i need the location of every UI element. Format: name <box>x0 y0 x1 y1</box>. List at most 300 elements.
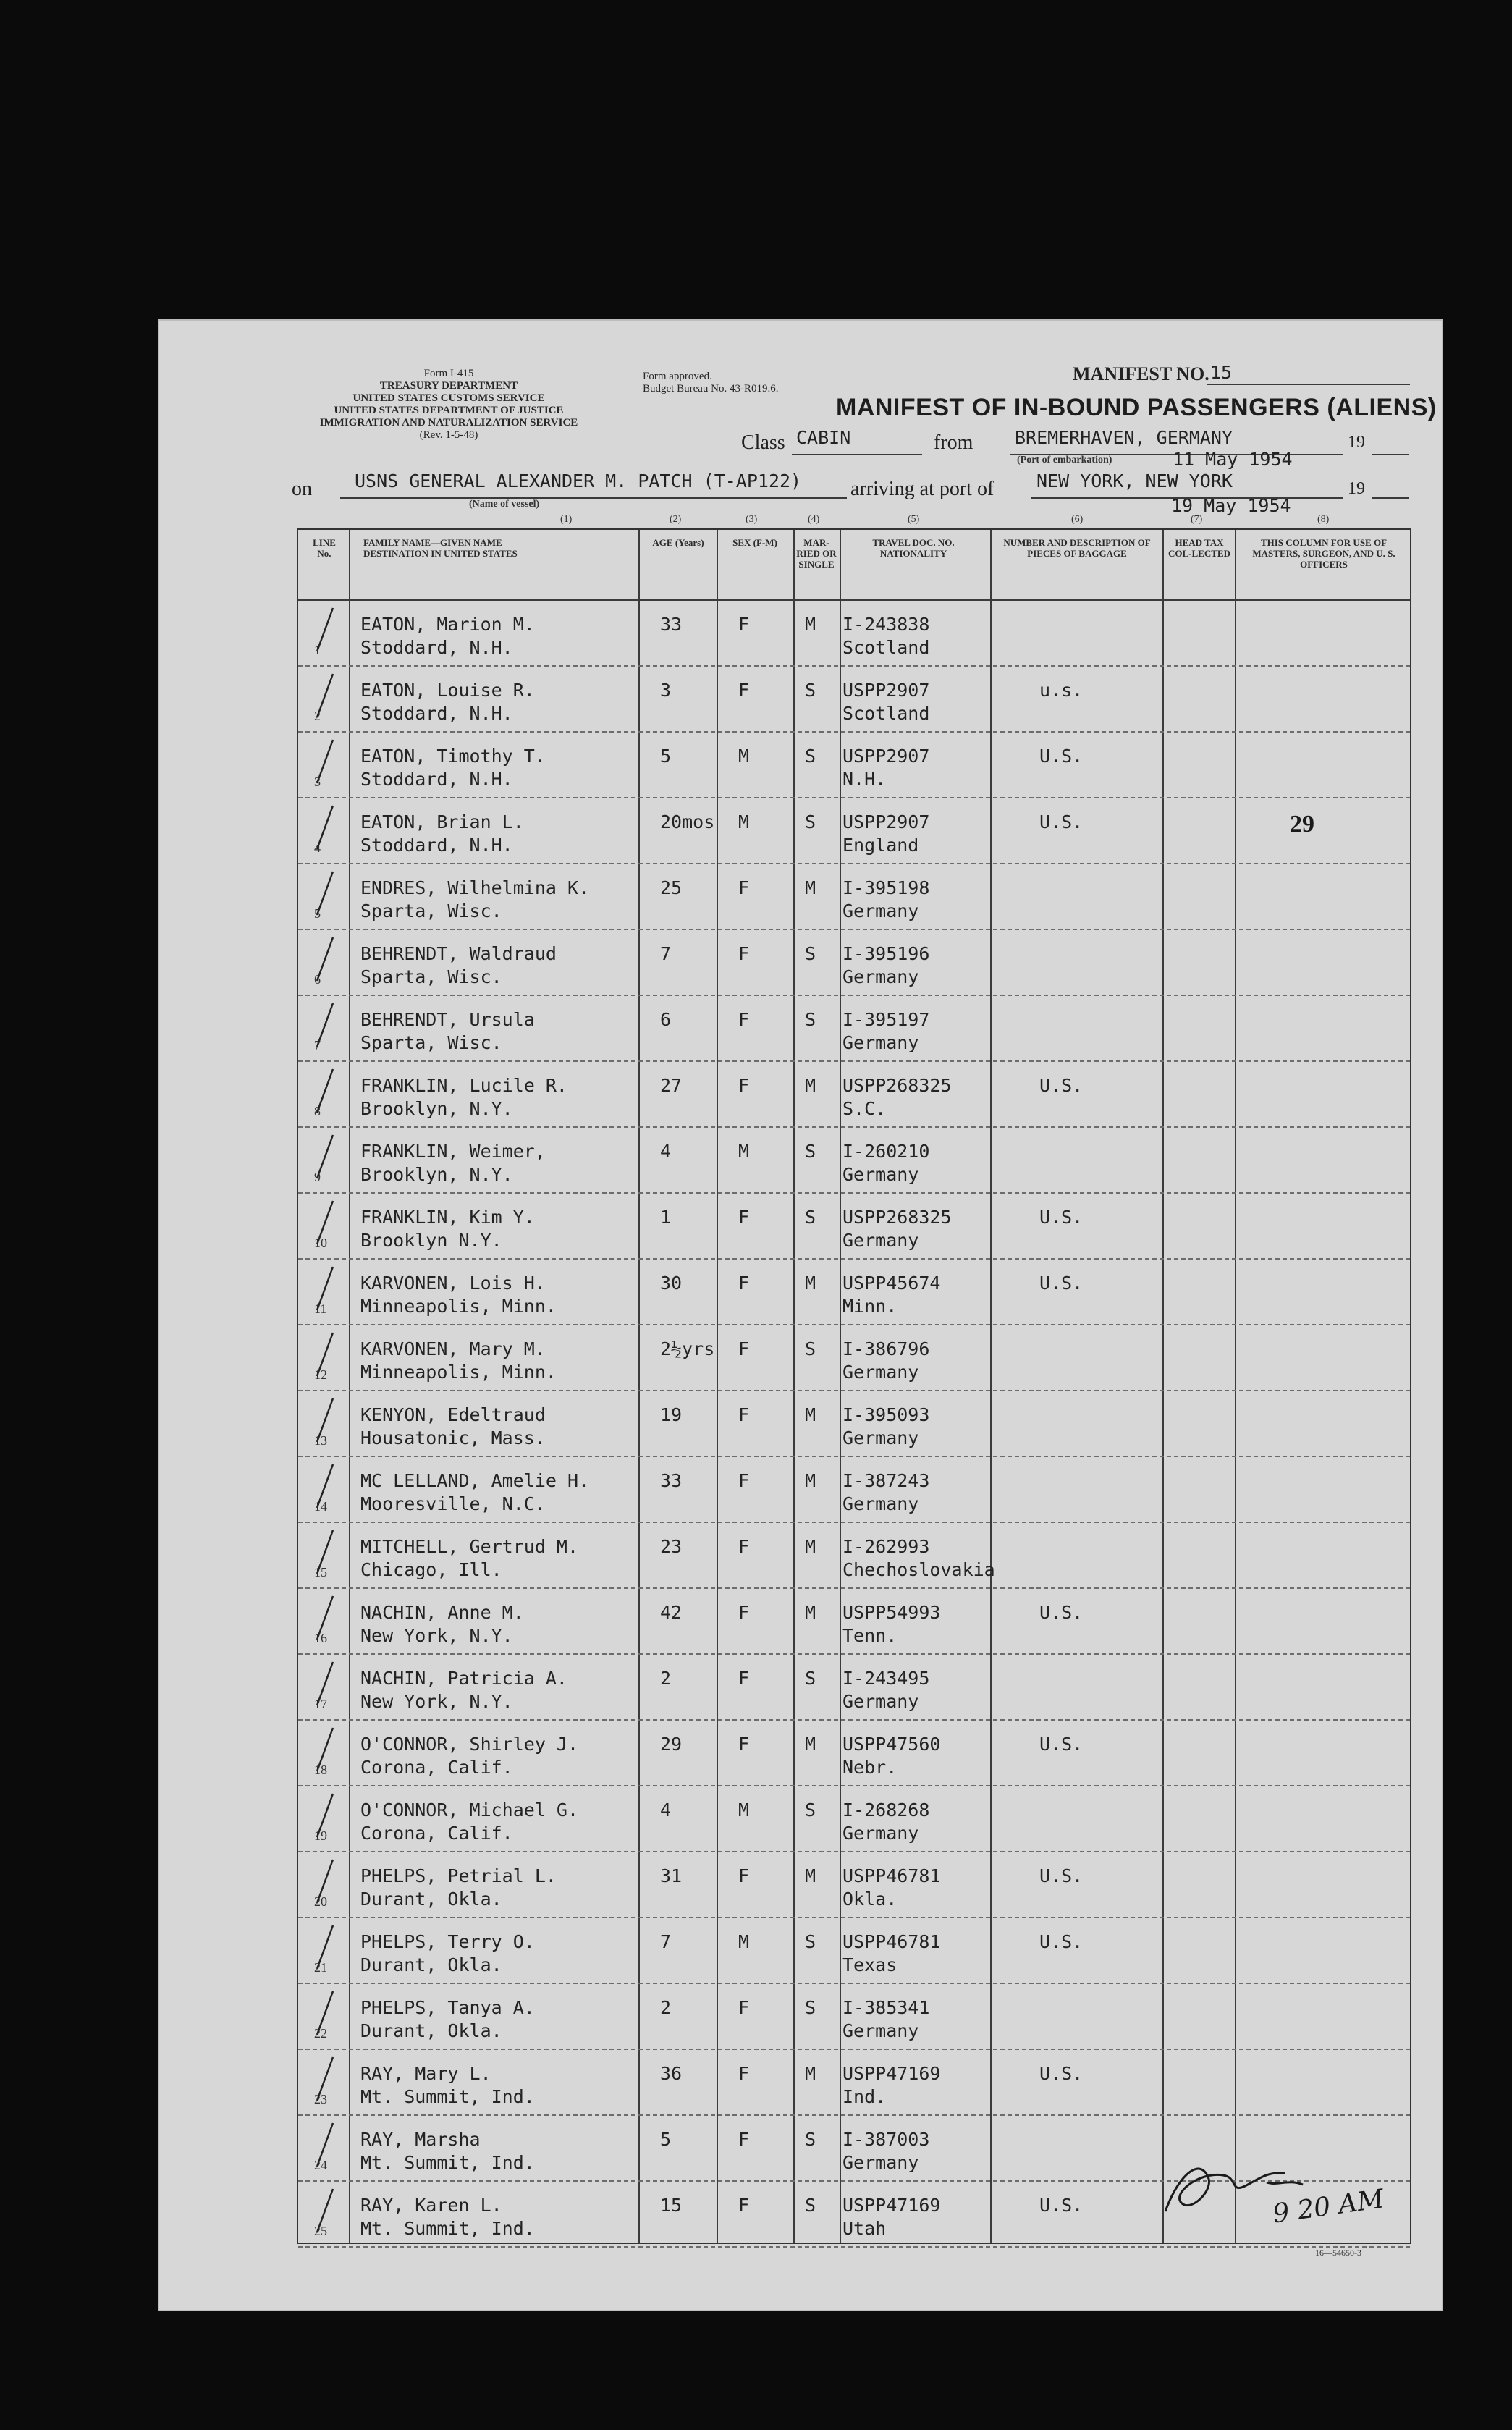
check-mark-icon <box>304 1194 369 1260</box>
vessel-caption: (Name of vessel) <box>469 499 540 510</box>
on-label: on <box>292 478 312 500</box>
sex: F <box>738 1009 750 1030</box>
sex: F <box>738 1338 750 1359</box>
sex: F <box>738 614 750 635</box>
line-number: 12 <box>314 1367 327 1382</box>
line-number: 8 <box>314 1104 321 1118</box>
destination: Stoddard, N.H. <box>360 703 513 724</box>
col-number: (4) <box>808 514 820 525</box>
col-header-name: FAMILY NAME—GIVEN NAME DESTINATION IN UNITED STATES <box>363 537 518 559</box>
nationality: Germany <box>842 900 919 921</box>
table-row <box>298 930 1410 996</box>
line-number: 24 <box>314 2158 327 2172</box>
marital-status: S <box>805 680 816 701</box>
marital-status: M <box>805 614 816 635</box>
destination: Durant, Okla. <box>360 1954 502 1975</box>
age: 3 <box>660 680 672 701</box>
marital-status: S <box>805 811 816 832</box>
check-mark-icon <box>304 1852 369 1918</box>
age: 6 <box>660 1009 672 1030</box>
age: 33 <box>660 614 683 635</box>
table-row <box>298 864 1410 930</box>
col-header-sex: SEX (F-M) <box>732 537 777 548</box>
nationality: Utah <box>842 2218 887 2239</box>
sex: F <box>738 1207 750 1228</box>
marital-status: S <box>805 1931 816 1952</box>
age: 23 <box>660 1536 683 1557</box>
age: 4 <box>660 1800 672 1821</box>
passenger-name: ENDRES, Wilhelmina K. <box>360 877 590 898</box>
age: 30 <box>660 1273 683 1294</box>
baggage: u.s. <box>1039 680 1084 701</box>
table-row <box>298 1391 1410 1457</box>
marital-status: S <box>805 1668 816 1689</box>
sex: F <box>738 1997 750 2018</box>
destination: Brooklyn N.Y. <box>360 1230 502 1251</box>
age: 7 <box>660 943 672 964</box>
destination: Mt. Summit, Ind. <box>360 2218 535 2239</box>
marital-status: S <box>805 1207 816 1228</box>
destination: Corona, Calif. <box>360 1757 513 1778</box>
table-row <box>298 1260 1410 1325</box>
age: 29 <box>660 1734 683 1755</box>
from-label: from <box>934 431 973 454</box>
check-mark-icon <box>304 1984 369 2050</box>
table-row <box>298 2050 1410 2116</box>
line-number: 13 <box>314 1433 327 1448</box>
sex: F <box>738 1536 750 1557</box>
sex: F <box>738 1404 750 1425</box>
col-header-married: MAR-RIED OR SINGLE <box>796 537 837 570</box>
check-mark-icon <box>304 2116 369 2182</box>
marital-status: S <box>805 746 816 767</box>
line-number: 2 <box>314 709 321 723</box>
age: 42 <box>660 1602 683 1623</box>
passenger-name: FRANKLIN, Lucile R. <box>360 1075 567 1096</box>
line-number: 22 <box>314 2026 327 2041</box>
travel-doc-no: I-243838 <box>842 614 930 635</box>
sex: F <box>738 943 750 964</box>
travel-doc-no: I-387243 <box>842 1470 930 1491</box>
nationality: N.H. <box>842 769 887 790</box>
sex: F <box>738 2129 750 2150</box>
passenger-name: EATON, Louise R. <box>360 680 535 701</box>
form-revision: (Rev. 1-5-48) <box>419 429 478 441</box>
col-number: (6) <box>1071 514 1084 525</box>
row-separator <box>298 2246 1410 2248</box>
destination: Minneapolis, Minn. <box>360 1296 557 1317</box>
form-service: UNITED STATES CUSTOMS SERVICE <box>352 392 545 404</box>
travel-doc-no: USPP46781 <box>842 1931 941 1952</box>
vessel-name: USNS GENERAL ALEXANDER M. PATCH (T-AP122) <box>355 471 802 492</box>
check-mark-icon <box>304 733 369 798</box>
check-mark-icon <box>304 1457 369 1523</box>
marital-status: S <box>805 1800 816 1821</box>
baggage: U.S. <box>1039 746 1084 767</box>
destination: Housatonic, Mass. <box>360 1427 546 1448</box>
nationality: Chechoslovakia <box>842 1559 995 1580</box>
check-mark-icon <box>304 798 369 864</box>
nationality: Germany <box>842 2020 919 2041</box>
table-row <box>298 1589 1410 1655</box>
sex: F <box>738 1734 750 1755</box>
class-line <box>792 454 922 455</box>
col-number: (8) <box>1317 514 1330 525</box>
baggage: U.S. <box>1039 1931 1084 1952</box>
age: 2½yrs <box>660 1338 715 1359</box>
budget-bureau-no: Budget Bureau No. 43-R019.6. <box>643 383 779 395</box>
line-number: 25 <box>314 2224 327 2238</box>
marital-status: M <box>805 1470 816 1491</box>
approval-note: Form approved. <box>643 371 712 382</box>
passenger-name: PHELPS, Terry O. <box>360 1931 535 1952</box>
arriving-label: arriving at port of <box>850 478 994 500</box>
officer-count-stamp: 29 <box>1290 811 1314 838</box>
marital-status: S <box>805 2129 816 2150</box>
table-row <box>298 733 1410 798</box>
passenger-name: RAY, Mary L. <box>360 2063 491 2084</box>
sex: F <box>738 1865 750 1886</box>
manifest-no-value: 15 <box>1210 362 1233 383</box>
nationality: Germany <box>842 2152 919 2173</box>
sex: M <box>738 1931 750 1952</box>
sex: F <box>738 1470 750 1491</box>
travel-doc-no: USPP2907 <box>842 746 930 767</box>
passenger-name: KARVONEN, Mary M. <box>360 1338 546 1359</box>
class-value: CABIN <box>796 427 851 448</box>
age: 15 <box>660 2195 683 2216</box>
travel-doc-no: I-386796 <box>842 1338 930 1359</box>
sex: F <box>738 1668 750 1689</box>
baggage: U.S. <box>1039 1865 1084 1886</box>
passenger-name: O'CONNOR, Michael G. <box>360 1800 579 1821</box>
year-line-a <box>1372 454 1409 455</box>
age: 20mos <box>660 811 715 832</box>
table-row <box>298 667 1410 733</box>
sex: M <box>738 1800 750 1821</box>
table-row <box>298 1786 1410 1852</box>
nationality: Germany <box>842 1691 919 1712</box>
year-line-b <box>1372 497 1409 499</box>
check-mark-icon <box>304 601 369 667</box>
check-mark-icon <box>304 1260 369 1325</box>
destination: Durant, Okla. <box>360 2020 502 2041</box>
nationality: Scotland <box>842 703 930 724</box>
sex: F <box>738 1273 750 1294</box>
destination: Brooklyn, N.Y. <box>360 1164 513 1185</box>
age: 1 <box>660 1207 672 1228</box>
vessel-line <box>340 497 847 499</box>
age: 5 <box>660 2129 672 2150</box>
passenger-name: EATON, Timothy T. <box>360 746 546 767</box>
travel-doc-no: USPP45674 <box>842 1273 941 1294</box>
nationality: England <box>842 835 919 856</box>
age: 19 <box>660 1404 683 1425</box>
table-row <box>298 1194 1410 1260</box>
destination: Mt. Summit, Ind. <box>360 2086 535 2107</box>
passenger-name: BEHRENDT, Waldraud <box>360 943 557 964</box>
line-number: 3 <box>314 775 321 789</box>
line-number: 9 <box>314 1170 321 1184</box>
col-number: (5) <box>908 514 920 525</box>
line-number: 7 <box>314 1038 321 1052</box>
passenger-name: PHELPS, Tanya A. <box>360 1997 535 2018</box>
nationality: Texas <box>842 1954 898 1975</box>
table-row <box>298 1721 1410 1786</box>
footer-code: 16—54650-3 <box>1315 2248 1361 2258</box>
year-prefix-a: 19 <box>1348 433 1365 452</box>
baggage: U.S. <box>1039 2195 1084 2216</box>
travel-doc-no: USPP2907 <box>842 811 930 832</box>
travel-doc-no: I-395198 <box>842 877 930 898</box>
age: 4 <box>660 1141 672 1162</box>
check-mark-icon <box>304 1391 369 1457</box>
table-row <box>298 798 1410 864</box>
age: 2 <box>660 1668 672 1689</box>
age: 36 <box>660 2063 683 2084</box>
check-mark-icon <box>304 864 369 930</box>
col-number: (3) <box>746 514 758 525</box>
marital-status: S <box>805 1997 816 2018</box>
passenger-name: FRANKLIN, Kim Y. <box>360 1207 535 1228</box>
check-mark-icon <box>304 2050 369 2116</box>
travel-doc-no: I-385341 <box>842 1997 930 2018</box>
nationality: Minn. <box>842 1296 898 1317</box>
nationality: Germany <box>842 1230 919 1251</box>
table-row <box>298 1852 1410 1918</box>
line-number: 16 <box>314 1631 327 1645</box>
travel-doc-no: I-268268 <box>842 1800 930 1821</box>
destination: Brooklyn, N.Y. <box>360 1098 513 1119</box>
col-header-officers: THIS COLUMN FOR USE OF MASTERS, SURGEON, AND U. S. OFFICERS <box>1252 537 1395 570</box>
line-number: 11 <box>314 1302 327 1316</box>
line-number: 10 <box>314 1236 327 1250</box>
travel-doc-no: USPP47169 <box>842 2063 941 2084</box>
col-header-head-tax: HEAD TAX COL-LECTED <box>1168 537 1230 559</box>
marital-status: M <box>805 1536 816 1557</box>
passenger-name: NACHIN, Anne M. <box>360 1602 524 1623</box>
approval-info <box>643 371 778 395</box>
manifest-no-label: MANIFEST NO. <box>1073 363 1209 384</box>
manifest-no-line <box>1207 384 1410 385</box>
arrival-date: 19 May 1954 <box>1171 495 1291 516</box>
travel-doc-no: I-395197 <box>842 1009 930 1030</box>
line-number: 5 <box>314 906 321 921</box>
age: 33 <box>660 1470 683 1491</box>
sex: F <box>738 2063 750 2084</box>
line-number: 17 <box>314 1697 327 1711</box>
line-number: 15 <box>314 1565 327 1579</box>
passenger-name: EATON, Brian L. <box>360 811 524 832</box>
table-row <box>298 1523 1410 1589</box>
age: 31 <box>660 1865 683 1886</box>
travel-doc-no: I-395093 <box>842 1404 930 1425</box>
destination: Minneapolis, Minn. <box>360 1362 557 1383</box>
travel-doc-no: I-395196 <box>842 943 930 964</box>
line-number: 14 <box>314 1499 327 1514</box>
nationality: Germany <box>842 1164 919 1185</box>
destination: Stoddard, N.H. <box>360 835 513 856</box>
line-number: 23 <box>314 2092 327 2106</box>
marital-status: M <box>805 877 816 898</box>
age: 5 <box>660 746 672 767</box>
form-dept: TREASURY DEPARTMENT <box>379 380 518 392</box>
check-mark-icon <box>304 1128 369 1194</box>
form-dept-justice: UNITED STATES DEPARTMENT OF JUSTICE <box>334 405 564 416</box>
class-label: Class <box>741 431 785 454</box>
nationality: Germany <box>842 966 919 987</box>
line-number: 1 <box>314 643 321 657</box>
sex: M <box>738 746 750 767</box>
line-number: 4 <box>314 840 321 855</box>
line-number: 19 <box>314 1828 327 1843</box>
line-number: 6 <box>314 972 321 987</box>
baggage: U.S. <box>1039 1075 1084 1096</box>
check-mark-icon <box>304 1062 369 1128</box>
nationality: Germany <box>842 1823 919 1844</box>
page-title: MANIFEST OF IN-BOUND PASSENGERS (ALIENS) <box>836 394 1437 421</box>
check-mark-icon <box>304 2182 369 2248</box>
check-mark-icon <box>304 667 369 733</box>
sex: F <box>738 1075 750 1096</box>
travel-doc-no: USPP54993 <box>842 1602 941 1623</box>
col-number: (1) <box>560 514 573 525</box>
nationality: Germany <box>842 1427 919 1448</box>
check-mark-icon <box>304 1325 369 1391</box>
nationality: Germany <box>842 1032 919 1053</box>
table-row <box>298 1128 1410 1194</box>
destination: New York, N.Y. <box>360 1625 513 1646</box>
year-prefix-b: 19 <box>1348 479 1365 498</box>
destination: Durant, Okla. <box>360 1889 502 1910</box>
table-row <box>298 1984 1410 2050</box>
passenger-name: BEHRENDT, Ursula <box>360 1009 535 1030</box>
check-mark-icon <box>304 996 369 1062</box>
travel-doc-no: USPP47560 <box>842 1734 941 1755</box>
destination: Corona, Calif. <box>360 1823 513 1844</box>
arrival-port: NEW YORK, NEW YORK <box>1036 471 1233 492</box>
check-mark-icon <box>304 1918 369 1984</box>
destination: Stoddard, N.H. <box>360 769 513 790</box>
nationality: Nebr. <box>842 1757 898 1778</box>
sex: F <box>738 2195 750 2216</box>
col-header-baggage: NUMBER AND DESCRIPTION OF PIECES OF BAGGAGE <box>1003 537 1151 559</box>
table-row <box>298 601 1410 667</box>
travel-doc-no: I-262993 <box>842 1536 930 1557</box>
table-row <box>298 1457 1410 1523</box>
table-row <box>298 1325 1410 1391</box>
sex: F <box>738 680 750 701</box>
check-mark-icon <box>304 1655 369 1721</box>
col-header-age: AGE (Years) <box>652 537 704 548</box>
passenger-name: O'CONNOR, Shirley J. <box>360 1734 579 1755</box>
passenger-name: KENYON, Edeltraud <box>360 1404 546 1425</box>
line-number: 20 <box>314 1894 327 1909</box>
form-number: Form I-415 <box>423 368 474 379</box>
form-info <box>290 368 608 442</box>
passenger-name: RAY, Marsha <box>360 2129 481 2150</box>
destination: Chicago, Ill. <box>360 1559 502 1580</box>
manifest-table <box>297 528 1411 2244</box>
check-mark-icon <box>304 1589 369 1655</box>
table-row <box>298 996 1410 1062</box>
nationality: Germany <box>842 1493 919 1514</box>
passenger-name: KARVONEN, Lois H. <box>360 1273 546 1294</box>
from-value: BREMERHAVEN, GERMANY <box>1015 427 1233 448</box>
destination: Sparta, Wisc. <box>360 1032 502 1053</box>
passenger-name: MC LELLAND, Amelie H. <box>360 1470 590 1491</box>
age: 7 <box>660 1931 672 1952</box>
nationality: Scotland <box>842 637 930 658</box>
passenger-name: PHELPS, Petrial L. <box>360 1865 557 1886</box>
form-ins: IMMIGRATION AND NATURALIZATION SERVICE <box>319 417 578 429</box>
travel-doc-no: USPP268325 <box>842 1075 952 1096</box>
nationality: Okla. <box>842 1889 898 1910</box>
marital-status: S <box>805 1338 816 1359</box>
marital-status: M <box>805 1734 816 1755</box>
destination: Sparta, Wisc. <box>360 900 502 921</box>
sex: F <box>738 877 750 898</box>
check-mark-icon <box>304 930 369 996</box>
travel-doc-no: USPP46781 <box>842 1865 941 1886</box>
destination: New York, N.Y. <box>360 1691 513 1712</box>
baggage: U.S. <box>1039 1273 1084 1294</box>
travel-doc-no: USPP268325 <box>842 1207 952 1228</box>
passenger-name: NACHIN, Patricia A. <box>360 1668 567 1689</box>
age: 2 <box>660 1997 672 2018</box>
destination: Stoddard, N.H. <box>360 637 513 658</box>
baggage: U.S. <box>1039 1602 1084 1623</box>
line-number: 18 <box>314 1763 327 1777</box>
travel-doc-no: I-260210 <box>842 1141 930 1162</box>
embark-date: 11 May 1954 <box>1173 449 1293 470</box>
table-row <box>298 1655 1410 1721</box>
baggage: U.S. <box>1039 811 1084 832</box>
table-row <box>298 1918 1410 1984</box>
check-mark-icon <box>304 1523 369 1589</box>
marital-status: M <box>805 1865 816 1886</box>
nationality: S.C. <box>842 1098 887 1119</box>
col-header-line-no: LINE No. <box>313 537 336 559</box>
check-mark-icon <box>304 1721 369 1786</box>
baggage: U.S. <box>1039 1734 1084 1755</box>
time-note: 9 20 AM <box>1270 2184 1386 2229</box>
marital-status: M <box>805 1602 816 1623</box>
line-number: 21 <box>314 1960 327 1975</box>
marital-status: M <box>805 1273 816 1294</box>
age: 25 <box>660 877 683 898</box>
marital-status: S <box>805 943 816 964</box>
baggage: U.S. <box>1039 1207 1084 1228</box>
nationality: Tenn. <box>842 1625 898 1646</box>
destination: Sparta, Wisc. <box>360 966 502 987</box>
travel-doc-no: I-243495 <box>842 1668 930 1689</box>
sex: M <box>738 1141 750 1162</box>
destination: Mt. Summit, Ind. <box>360 2152 535 2173</box>
passenger-name: EATON, Marion M. <box>360 614 535 635</box>
travel-doc-no: USPP2907 <box>842 680 930 701</box>
marital-status: M <box>805 1404 816 1425</box>
marital-status: M <box>805 1075 816 1096</box>
marital-status: S <box>805 1009 816 1030</box>
travel-doc-no: USPP47169 <box>842 2195 941 2216</box>
marital-status: S <box>805 2195 816 2216</box>
travel-doc-no: I-387003 <box>842 2129 930 2150</box>
passenger-name: FRANKLIN, Weimer, <box>360 1141 546 1162</box>
passenger-name: MITCHELL, Gertrud M. <box>360 1536 579 1557</box>
embark-caption: (Port of embarkation) <box>1017 455 1112 465</box>
marital-status: M <box>805 2063 816 2084</box>
